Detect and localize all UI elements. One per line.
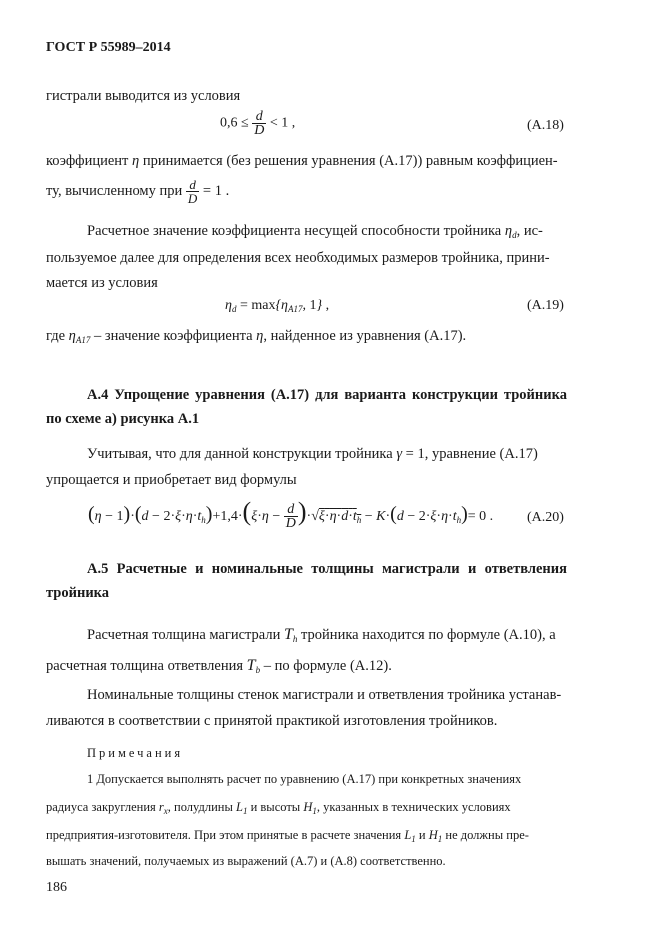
formula-a18: 0,6 ≤ $\frac{d}{D}$ < 1 , bbox=[220, 109, 296, 138]
paragraph: расчетная толщина ответвления $T_b$ – по формуле (А.12). bbox=[46, 657, 392, 675]
formula-a20: $(\eta - 1)\cdot(d - 2\cdot\xi\cdot\eta\cdot t_h)+1,4\cdot(\xi\cdot\eta$ − $\frac{d}{D}$ )$\cdot√\xi\cdot\eta\cdot d\cdot t_h - K\cdot(d - 2\cdot\xi\cdot\eta\cdot t_h)= 0$ . bbox=[88, 497, 494, 532]
note-line: предприятия-изготовителя. При этом принятые в расчете значения $L_1$ и $H_1$ не должны пре- bbox=[46, 828, 529, 844]
paragraph: коэффициент η принимается (без решения уравнения (А.17)) равным коэффициен- bbox=[46, 153, 558, 169]
paragraph: Учитывая, что для данной конструкции тройника γ = 1, уравнение (А.17) bbox=[87, 446, 538, 462]
note-line: вышать значений, получаемых из выражений (А.7) и (А.8) соответственно. bbox=[46, 854, 446, 868]
note-line: радиуса закругления $r_x$, полудлины $L_1$ и высоты $H_1$, указанных в технических условиях bbox=[46, 800, 511, 816]
document-header: ГОСТ Р 55989–2014 bbox=[46, 40, 171, 55]
section-heading-a5: А.5 Расчетные и номинальные толщины магистрали и ответвления тройника bbox=[46, 561, 567, 601]
paragraph: упрощается и приобретает вид формулы bbox=[46, 472, 297, 488]
page-number: 186 bbox=[46, 880, 67, 895]
note-line: 1 Допускается выполнять расчет по уравнению (А.17) при конкретных значениях bbox=[87, 772, 522, 786]
equation-label: (А.20) bbox=[527, 510, 564, 525]
formula-a19: $\eta_d = \max\{\eta_{A17}$, 1} , bbox=[225, 298, 330, 314]
paragraph: пользуемое далее для определения всех необходимых размеров тройника, прини- bbox=[46, 250, 550, 266]
equation-label: (А.18) bbox=[527, 118, 564, 133]
paragraph: ливаются в соответствии с принятой практикой изготовления тройников. bbox=[46, 713, 498, 729]
paragraph: Номинальные толщины стенок магистрали и ответвления тройника устанав- bbox=[87, 687, 562, 703]
paragraph: Расчетная толщина магистрали $T_h$ тройника находится по формуле (А.10), а bbox=[87, 626, 556, 644]
paragraph: ту, вычисленному при $\frac{d}{D}$ = 1 . bbox=[46, 177, 230, 206]
paragraph: гистрали выводится из условия bbox=[46, 88, 241, 104]
notes-title: Примечания bbox=[87, 746, 184, 760]
equation-label: (А.19) bbox=[527, 298, 564, 313]
paragraph: мается из условия bbox=[46, 275, 158, 291]
section-heading-a4: А.4 Упрощение уравнения (А.17) для варианта конструкции тройника по схеме а) рисунка А.1 bbox=[46, 387, 567, 427]
paragraph: Расчетное значение коэффициента несущей способности тройника $\eta_d$, ис- bbox=[87, 223, 543, 240]
paragraph: где $\eta_{A17}$ – значение коэффициента η, найденное из уравнения (А.17). bbox=[46, 328, 467, 345]
